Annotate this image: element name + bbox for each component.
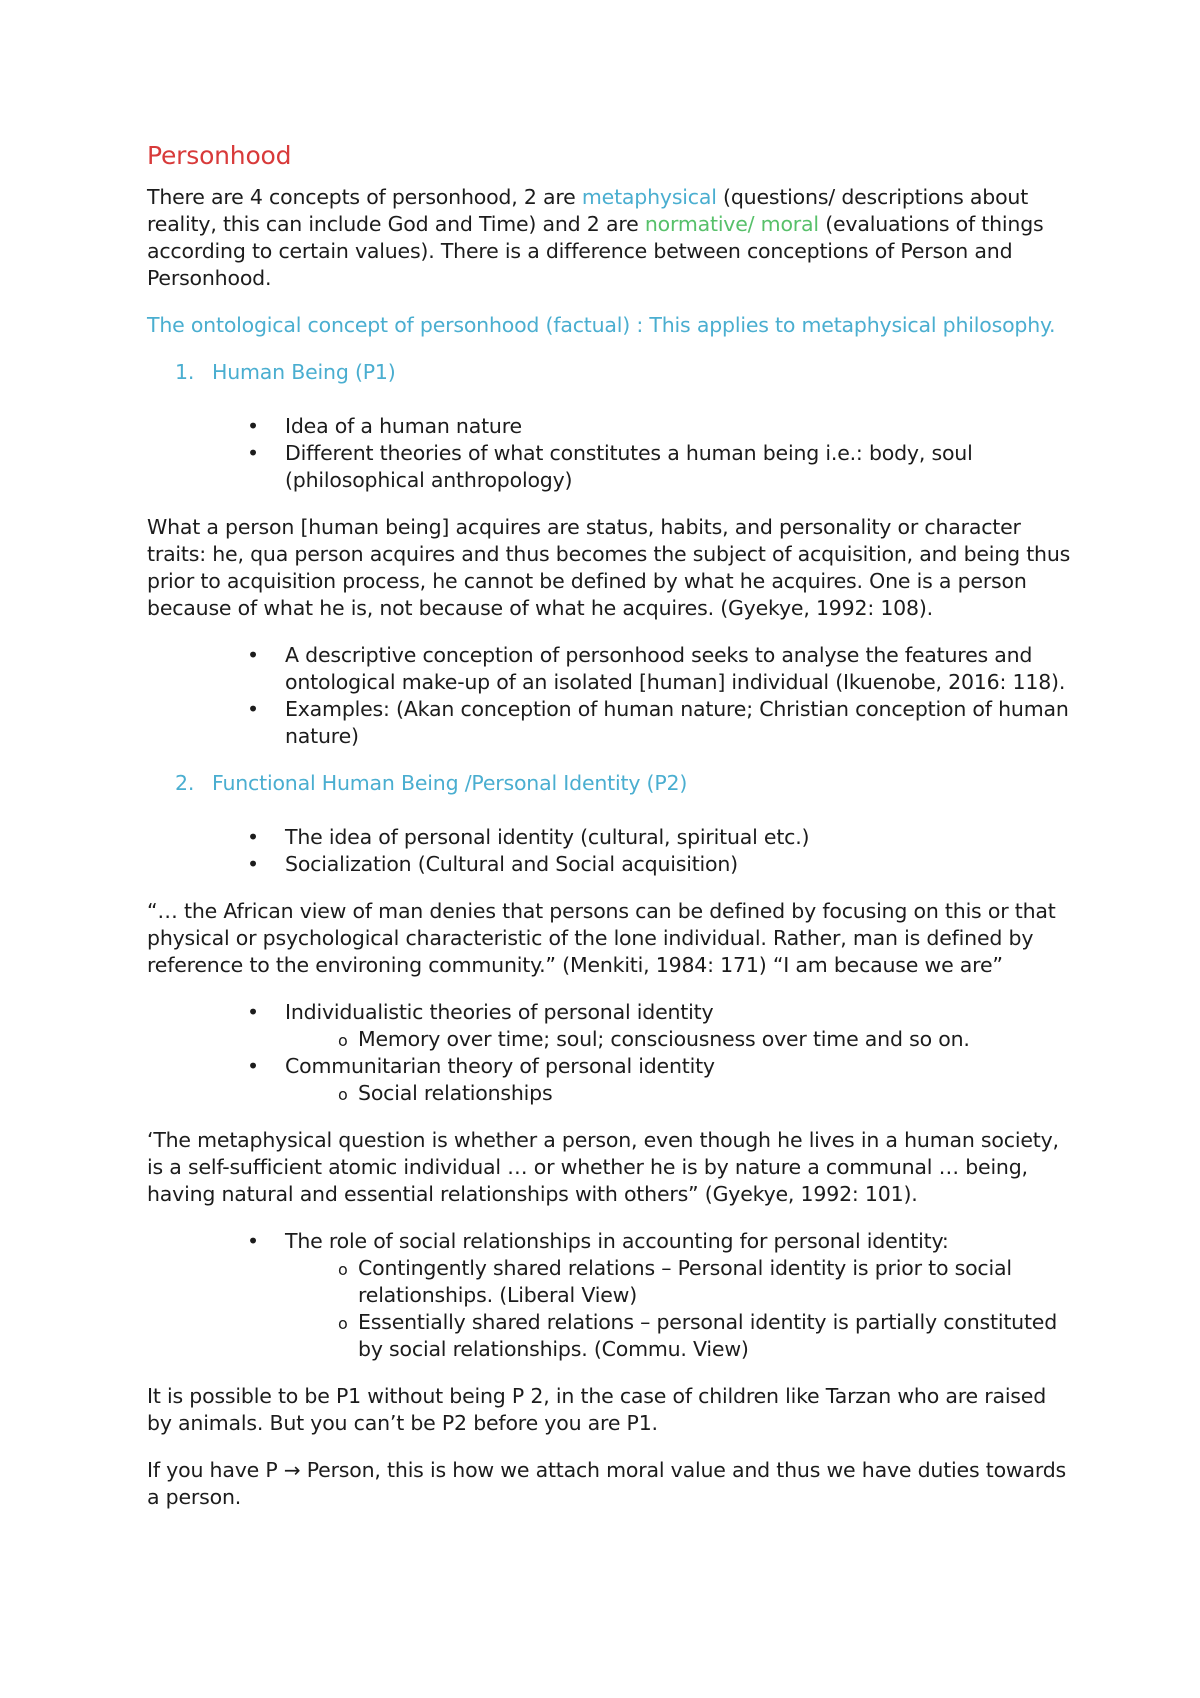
section-1-number: 1. [175, 360, 195, 384]
list-item-text: The role of social relationships in accounting for personal identity: [285, 1229, 949, 1253]
sub-list [285, 1080, 1077, 1107]
bullet-icon: • [247, 1229, 259, 1253]
intro-text-2: (questions/ descriptions about reality, this can include God and Time) and 2 are [147, 185, 1029, 236]
list-item [147, 413, 1077, 440]
metaphysical-term: metaphysical [581, 185, 717, 209]
sub-list-item-text: Memory over time; soul; consciousness over time and so on. [358, 1027, 970, 1051]
bullet-icon: • [247, 1054, 259, 1078]
list-item-text: Idea of a human nature [285, 414, 522, 438]
sub-list-item-text: Essentially shared relations – personal identity is partially constituted by social relationships. (Commu. View) [358, 1310, 1058, 1361]
intro-paragraph [147, 184, 1077, 292]
final-text-1: If you have P [147, 1458, 284, 1482]
section-2-heading [147, 770, 1077, 797]
page-title: Personhood [147, 141, 292, 170]
bullet-icon: • [247, 852, 259, 876]
sub-list [285, 1255, 1077, 1363]
intro-text-1: There are 4 concepts of personhood, 2 are [147, 185, 582, 209]
final-paragraph [147, 1457, 1077, 1511]
section-2-label: Functional Human Being /Personal Identity (P2) [212, 771, 688, 795]
list-item-text: A descriptive conception of personhood seeks to analyse the features and ontological make-up of an isolated [human] individual (Ikuenobe, 2016: 118). [285, 643, 1066, 694]
list-item-text: The idea of personal identity (cultural, spiritual etc.) [285, 825, 810, 849]
sub-list-item [147, 1026, 1077, 1053]
intro-text-3: (evaluations of things according to certain values). There is a difference between conceptions of Person and Personhood. [147, 212, 1044, 290]
sub-list [285, 1026, 1077, 1053]
bullet-icon: • [247, 441, 259, 465]
ontological-heading: The ontological concept of personhood (factual) : This applies to metaphysical philosophy. [147, 313, 1056, 337]
acquire-paragraph: What a person [human being] acquires are status, habits, and personality or character traits: he, qua person acquires and thus becomes the subject of acquisition, and being thus prior to acquisition process, he cannot be defined by what he acquires. One is a person because of what he is, not because of what he acquires. (Gyekye, 1992: 108). [147, 515, 1071, 620]
bullet-icon: • [247, 697, 259, 721]
circle-bullet-icon: o [338, 1085, 348, 1104]
list-item [147, 440, 1077, 494]
normative-term: normative/ moral [644, 212, 819, 236]
list-item [147, 1228, 1077, 1363]
section-1-label: Human Being (P1) [212, 360, 396, 384]
bullet-icon: • [247, 1000, 259, 1024]
menkiti-quote: “… the African view of man denies that persons can be defined by focusing on this or that physical or psychological characteristic of the lone individual. Rather, man is defined by reference to the environing community.” (Menkiti, 1984: 171) “I am because we are” [147, 899, 1056, 977]
gyekye-quote: ‘The metaphysical question is whether a person, even though he lives in a human society, is a self-sufficient atomic individual … or whether he is by nature a communal … being, having natural and essential relationships with others” (Gyekye, 1992: 101). [147, 1128, 1059, 1206]
descriptive-bullets [147, 642, 1077, 750]
section-2-number: 2. [175, 771, 195, 795]
sub-list-item [147, 1080, 1077, 1107]
section-1-bullets [147, 413, 1077, 494]
list-item-text: Communitarian theory of personal identity [285, 1054, 715, 1078]
arrow-right-icon: → [283, 1458, 301, 1482]
list-item-text: Examples: (Akan conception of human nature; Christian conception of human nature) [285, 697, 1069, 748]
list-item-text: Different theories of what constitutes a human being i.e.: body, soul (philosophical anthropology) [285, 441, 973, 492]
list-item [147, 696, 1077, 750]
sub-list-item [147, 1309, 1077, 1363]
sub-list-item-text: Social relationships [358, 1081, 553, 1105]
bullet-icon: • [247, 414, 259, 438]
document-page [147, 140, 1077, 1531]
list-item [147, 1053, 1077, 1107]
circle-bullet-icon: o [338, 1260, 348, 1279]
final-text-2: Person, this is how we attach moral value and thus we have duties towards a person. [147, 1458, 1067, 1509]
list-item [147, 999, 1077, 1053]
section-2-bullets [147, 824, 1077, 878]
bullet-icon: • [247, 825, 259, 849]
sub-list-item-text: Contingently shared relations – Personal identity is prior to social relationships. (Liberal View) [358, 1256, 1012, 1307]
tarzan-paragraph: It is possible to be P1 without being P 2, in the case of children like Tarzan who are raised by animals. But you can’t be P2 before you are P1. [147, 1384, 1047, 1435]
list-item-text: Socialization (Cultural and Social acquisition) [285, 852, 738, 876]
bullet-icon: • [247, 643, 259, 667]
list-item-text: Individualistic theories of personal identity [285, 1000, 714, 1024]
social-role-bullets [147, 1228, 1077, 1363]
list-item [147, 642, 1077, 696]
list-item [147, 824, 1077, 851]
list-item [147, 851, 1077, 878]
sub-list-item [147, 1255, 1077, 1309]
circle-bullet-icon: o [338, 1031, 348, 1050]
theories-bullets [147, 999, 1077, 1107]
circle-bullet-icon: o [338, 1314, 348, 1333]
section-1-heading [147, 359, 1077, 386]
